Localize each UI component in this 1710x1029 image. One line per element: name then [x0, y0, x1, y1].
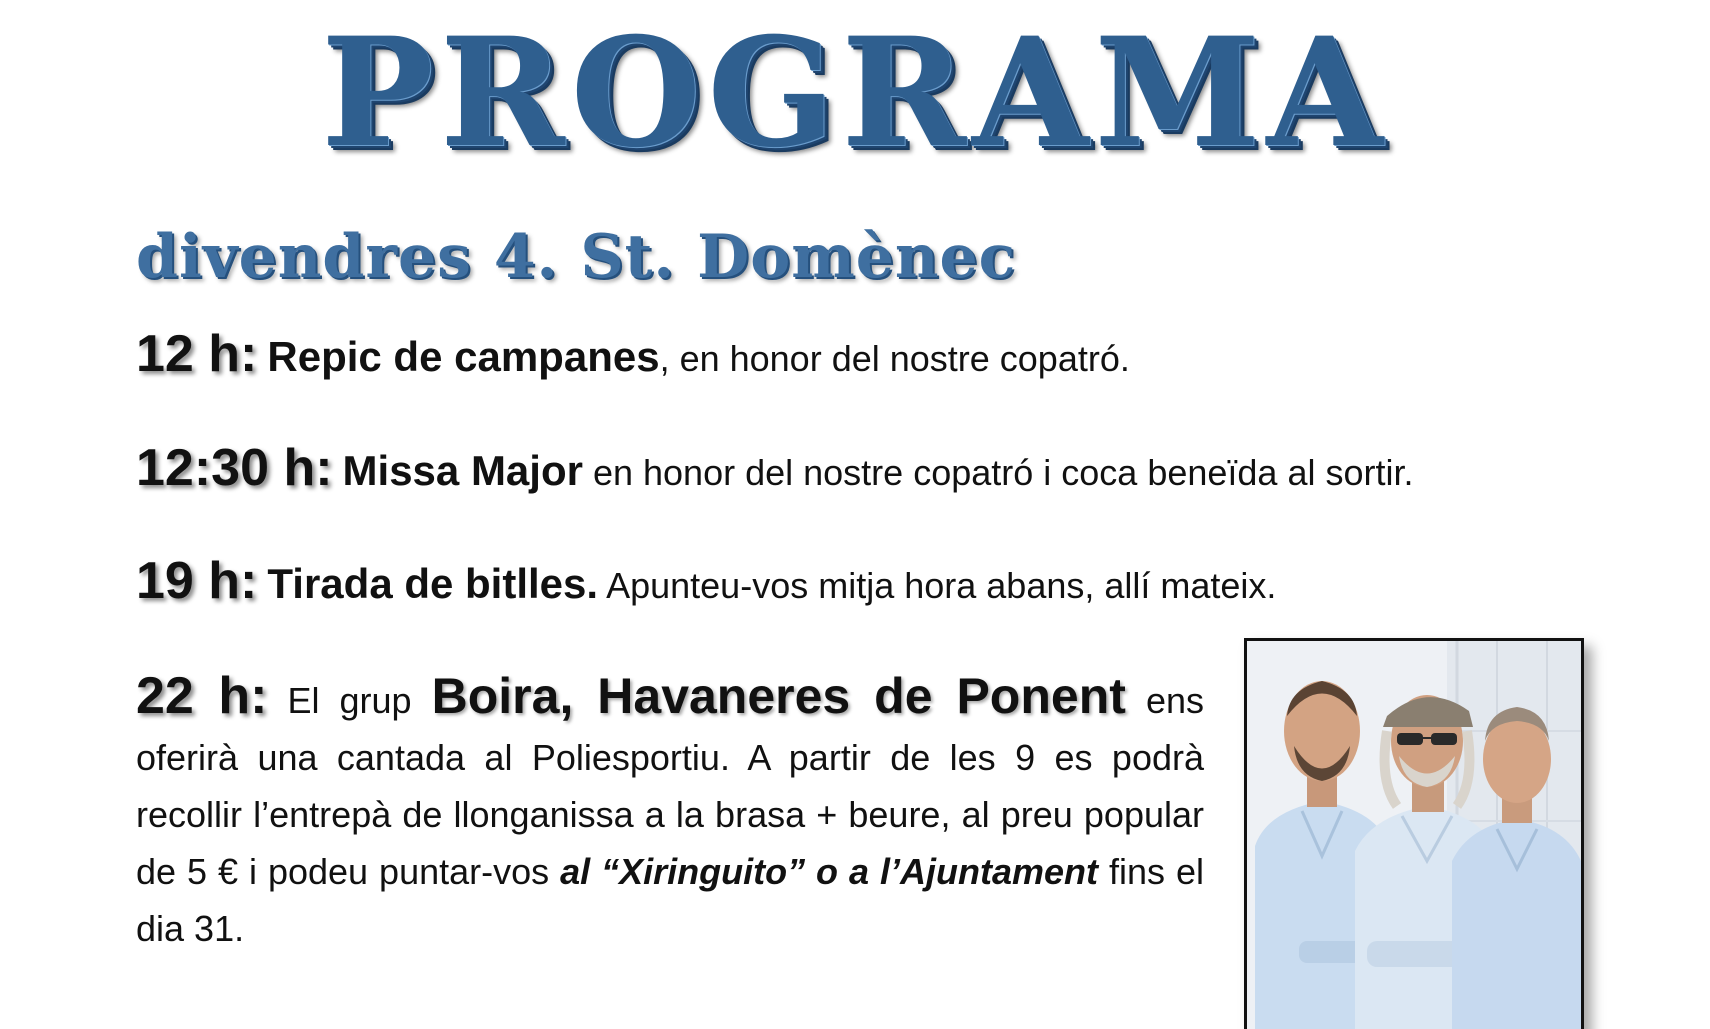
event-emphasis: al “Xiringuito” o a l’Ajuntament: [560, 851, 1099, 892]
event-title: Tirada de bitlles.: [267, 560, 599, 607]
group-photo: [1244, 638, 1584, 1029]
group-name: Boira, Havaneres de Ponent: [431, 668, 1126, 724]
event-title: Repic de campanes: [267, 333, 660, 380]
event-description: en honor del nostre copatró i coca beneïda al sortir.: [582, 452, 1414, 493]
event-time: 12 h:: [136, 325, 258, 383]
event-line: [136, 325, 1130, 383]
event-line: [136, 439, 1414, 497]
event-text-end: fins el dia 31.: [136, 851, 1204, 949]
event-description: , en honor del nostre copatró.: [659, 338, 1130, 379]
event-title: Missa Major: [342, 447, 583, 494]
event-time: 19 h:: [136, 552, 258, 610]
event-paragraph: [136, 668, 1204, 957]
event-description: Apunteu-vos mitja hora abans, allí mateix.: [598, 565, 1277, 606]
event-text: ens oferirà una cantada al Poliesportiu. A partir de les 9 es podrà recollir l’entrepà de llonganissa a la brasa + beure, al preu popular de 5 € i podeu puntar-vos: [136, 680, 1204, 892]
event-time: 12:30 h:: [136, 439, 333, 497]
event-intro: El grup: [267, 680, 432, 721]
day-heading: divendres 4. St. Domènec: [136, 222, 1017, 292]
page-title: PROGRAMA: [321, 5, 1389, 181]
group-photo-icon: [1247, 641, 1581, 1029]
event-time: 22 h:: [136, 667, 268, 725]
event-line: [136, 552, 1277, 610]
